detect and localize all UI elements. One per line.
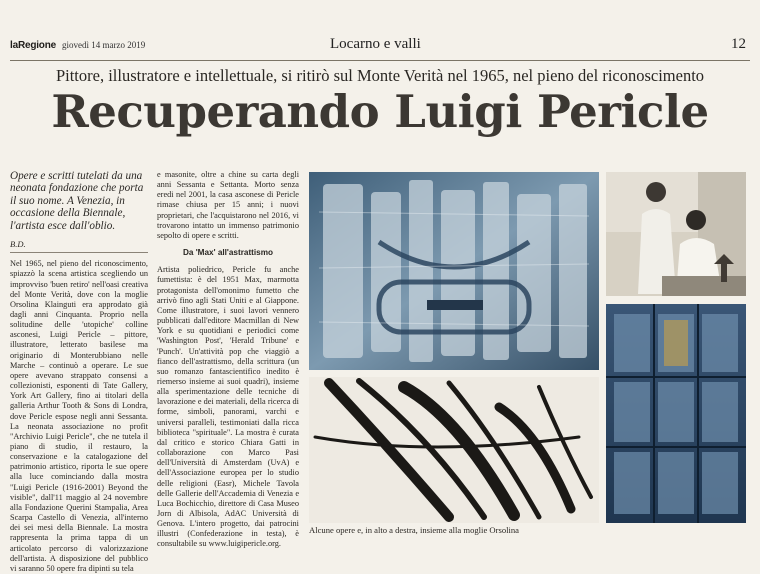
painting-blue-abstract [309,172,599,370]
photo-caption: Alcune opere e, in alto a destra, insieme alla moglie Orsolina [309,525,519,535]
section-title: Locarno e valli [330,36,421,52]
issue-date: giovedì 14 marzo 2019 [62,40,146,50]
article-subhead: Da 'Max' all'astrattismo [182,248,274,258]
article-body-2: e masonite, oltre a chine su carta degli anni Sessanta e Settanta. Morto senza eredi nel 2001, la casa asconese di Pericle rimase chiusa per 15 anni; i nuovi proprietari, che l'acquistarono nel 2016, vi trovarono intatto un immenso patrimonio sepolto di opere e scritti. [157,170,299,240]
article-column-1 [10,170,148,574]
article-standfirst: Opere e scritti tutelati da una neonata fondazione che porta il suo nome. A Venezia, in occasione della Biennale, l'artista esce dall'oblio. [10,170,144,232]
painting-blue-grid [606,304,746,523]
ink-drawing-strokes [309,377,599,523]
article-byline: B.D. [10,239,26,250]
masthead [10,40,145,51]
article-headline: Recuperando Luigi Pericle [51,85,709,138]
newspaper-logo: laRegione [10,40,56,51]
page-number: 12 [731,36,746,52]
photo-artist-with-wife [606,172,746,296]
header-rule [10,60,750,61]
article-body-3: Artista poliedrico, Pericle fu anche fumettista: è del 1951 Max, marmotta protagonista dell'omonimo fumetto che arrivò fino agli Stati Uniti e al Giappone. Come illustratore, i suoi lavori vennero pubblicati dall'editore Macmillan di New York e su quotidiani e periodici come 'Washington Post', 'Herald Tribune' e 'Punch'. Un'attività pop che viaggiò a fianco dell'astrattismo, della scrittura (un suo romanzo fantascientifico inedito è riemerso insieme ai suoi quadri), insieme alla sperimentazione delle tecniche di lavorazione e dei materiali, della ricerca di forme, simboli, panorami, varchi e universi paralleli, testimoniati dalla ricca biblioteca "spirituale". La mostra è curata dal critico e storico Chiara Gatti in collaborazione con Marco Pasi dell'Università di Amsterdam (UvA) e dell'Associazione europea per lo studio delle religioni (Easr), Michele Tavola delle Gallerie dell'Accademia di Venezia e Luca Bochicchio, direttore di Casa Museo Jorn di Albisola, AdAC Università di Genova. L'intero progetto, dai patrocini illustri (Confederazione in testa), è consultabile su www.luigipericle.org. [157,265,299,549]
article-body-1: Nel 1965, nel pieno del riconoscimento, spiazzò la scena artistica scegliendo un improvviso 'buen retiro' nell'oasi creativa del Monte Verità, dove con la moglie Orsolina Klainguti era approdato già dagli anni Cinquanta. Proprio nella solitudine delle 'utopiche' colline asconesi, Luigi Pericle – pittore, illustratore, letterato basilese ma originario di Monterubbiano nelle Marche – continuò a operare. Le sue opere avevano strappato consensi a collezionisti, esponenti di Tate Gallery, York Art Gallery, fino ai titolari della galleria Arthur Tooth & Sons di Londra, dove Pericle espose negli anni Sessanta. La neonata associazione no profit "Archivio Luigi Pericle", che ne tutela il piano di studio, il restauro, la conservazione e la catalogazione del patrimonio artistico, riporta le sue opere alla luce cominciando dalla mostra "Luigi Pericle (1916-2001) Beyond the visible", dall'11 maggio al 24 novembre alla Fondazione Querini Stampalia, Area Scarpa Castello di Venezia, all'interno dei sei mesi della Biennale. La mostra rappresenta la prima tappa di un articolato percorso di valorizzazione dell'artista. A disposizione del pubblico vi saranno 50 opere fra dipinti su tela [10,259,148,573]
article-column-2 [157,170,299,550]
article-kicker: Pittore, illustratore e intellettuale, si ritirò sul Monte Verità nel 1965, nel pieno del riconoscimento [55,66,705,85]
byline-rule [10,252,148,253]
